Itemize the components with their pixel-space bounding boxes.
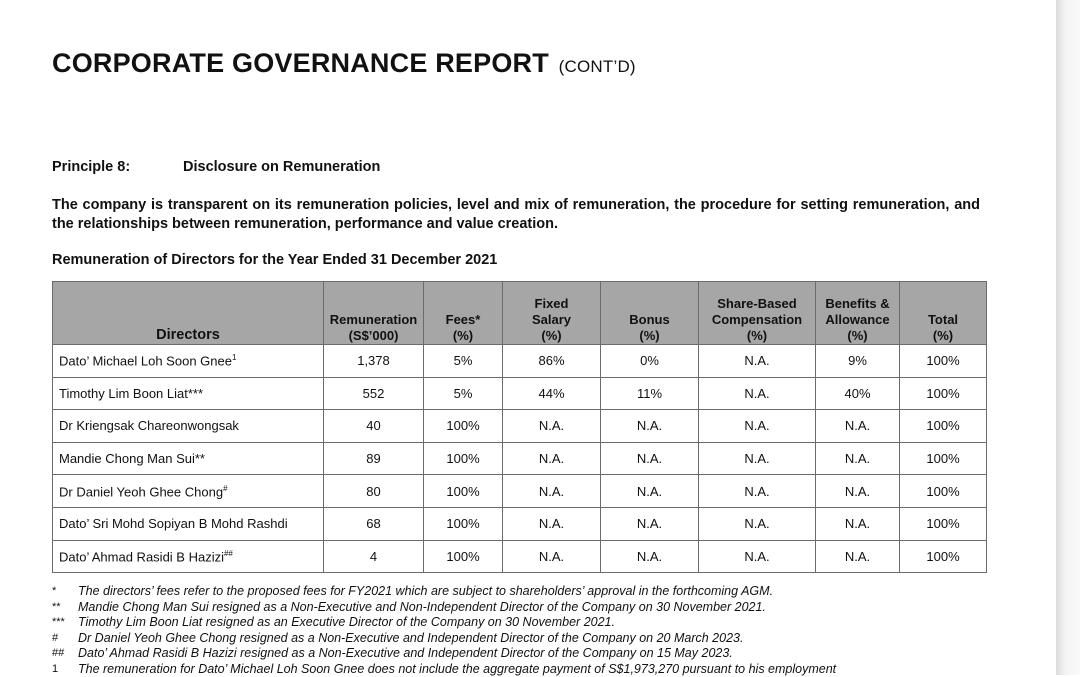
table-cell: N.A. bbox=[699, 410, 816, 443]
footnote-text: Timothy Lim Boon Liat resigned as an Executive Director of the Company on 30 November 2021. bbox=[78, 615, 615, 631]
column-header-line: (%) bbox=[503, 328, 600, 344]
table-row bbox=[53, 345, 987, 378]
page-title bbox=[52, 48, 636, 79]
column-header-line: Share-Based bbox=[699, 296, 815, 312]
column-header-line: (%) bbox=[900, 328, 986, 344]
table-cell: N.A. bbox=[816, 442, 900, 475]
column-header bbox=[601, 282, 699, 345]
column-header-line: Fixed bbox=[503, 296, 600, 312]
table-cell: N.A. bbox=[601, 442, 699, 475]
table-cell: 68 bbox=[324, 507, 424, 540]
column-header bbox=[324, 282, 424, 345]
footnote-mark: # bbox=[223, 484, 227, 493]
director-name: Dr Kriengsak Chareonwongsak bbox=[59, 418, 239, 433]
director-name: Dato’ Ahmad Rasidi B Hazizi bbox=[59, 549, 224, 564]
table-cell: 1,378 bbox=[324, 345, 424, 378]
column-header bbox=[503, 282, 601, 345]
table-cell: N.A. bbox=[503, 410, 601, 443]
footnote bbox=[52, 584, 836, 600]
column-header-line: Benefits & bbox=[816, 296, 899, 312]
table-cell: 100% bbox=[424, 475, 503, 508]
footnote-marker: 1 bbox=[52, 662, 78, 677]
table-cell: N.A. bbox=[699, 345, 816, 378]
table-cell: 9% bbox=[816, 345, 900, 378]
table-cell: N.A. bbox=[503, 442, 601, 475]
table-cell: N.A. bbox=[816, 540, 900, 573]
footnote-text: Mandie Chong Man Sui resigned as a Non-Executive and Non-Independent Director of the Company on 30 November 2021. bbox=[78, 600, 766, 616]
column-header-line: Salary bbox=[503, 312, 600, 328]
footnote-text: Dato’ Ahmad Rasidi B Hazizi resigned as a Non-Executive and Independent Director of the Company on 15 May 2023. bbox=[78, 646, 733, 662]
column-header-line: (%) bbox=[424, 328, 502, 344]
table-row bbox=[53, 475, 987, 508]
column-header-line: Remuneration bbox=[324, 312, 423, 328]
footnote-text: The directors’ fees refer to the proposed fees for FY2021 which are subject to shareholders’ approval in the forthcoming AGM. bbox=[78, 584, 773, 600]
table-cell: 100% bbox=[900, 410, 987, 443]
footnote bbox=[52, 646, 836, 662]
footnote bbox=[52, 631, 836, 647]
column-header-line: Allowance bbox=[816, 312, 899, 328]
table-cell: 100% bbox=[900, 345, 987, 378]
table-row bbox=[53, 442, 987, 475]
table-cell: 4 bbox=[324, 540, 424, 573]
column-header-line: (%) bbox=[816, 328, 899, 344]
footnote-marker: ## bbox=[52, 646, 78, 662]
column-header bbox=[424, 282, 503, 345]
table-cell: N.A. bbox=[816, 410, 900, 443]
table-cell: 40% bbox=[816, 377, 900, 410]
footnotes bbox=[52, 584, 836, 677]
table-cell: N.A. bbox=[699, 507, 816, 540]
table-body bbox=[53, 345, 987, 573]
director-name: Dato’ Michael Loh Soon Gnee bbox=[59, 353, 232, 368]
table-cell: 100% bbox=[424, 442, 503, 475]
column-header-line: (%) bbox=[699, 328, 815, 344]
table-cell: 5% bbox=[424, 377, 503, 410]
table-cell: 44% bbox=[503, 377, 601, 410]
remuneration-table bbox=[52, 281, 987, 573]
table-cell: N.A. bbox=[601, 410, 699, 443]
footnote-marker: *** bbox=[52, 615, 78, 631]
director-name-cell bbox=[53, 442, 324, 475]
footnote bbox=[52, 600, 836, 616]
director-name-cell bbox=[53, 377, 324, 410]
table-cell: N.A. bbox=[601, 507, 699, 540]
column-header-line: Compensation bbox=[699, 312, 815, 328]
director-name-cell bbox=[53, 410, 324, 443]
director-name: Timothy Lim Boon Liat*** bbox=[59, 386, 203, 401]
column-header-line: Directors bbox=[53, 326, 323, 344]
table-cell: N.A. bbox=[699, 540, 816, 573]
table-row bbox=[53, 377, 987, 410]
table-header-row bbox=[53, 282, 987, 345]
table-cell: N.A. bbox=[699, 442, 816, 475]
principle-heading bbox=[52, 159, 380, 175]
table-cell: 11% bbox=[601, 377, 699, 410]
table-cell: 100% bbox=[424, 507, 503, 540]
table-row bbox=[53, 507, 987, 540]
column-header-line: (S$’000) bbox=[324, 328, 423, 344]
table-title: Remuneration of Directors for the Year Ended 31 December 2021 bbox=[52, 252, 497, 268]
principle-label: Principle 8: bbox=[52, 159, 183, 175]
table-cell: 100% bbox=[900, 442, 987, 475]
footnote-marker: * bbox=[52, 584, 78, 600]
footnote-text: Dr Daniel Yeoh Ghee Chong resigned as a Non-Executive and Independent Director of the Company on 20 March 2023. bbox=[78, 631, 743, 647]
footnote-marker: # bbox=[52, 631, 78, 647]
footnote-text: The remuneration for Dato’ Michael Loh Soon Gnee does not include the aggregate payment of S$1,973,270 pursuant to his employment bbox=[78, 662, 836, 677]
column-header bbox=[53, 282, 324, 345]
principle-statement: The company is transparent on its remuneration policies, level and mix of remuneration, the procedure for setting remuneration, and the relationships between remuneration, performance and value creation. bbox=[52, 196, 980, 234]
director-name: Mandie Chong Man Sui** bbox=[59, 451, 205, 466]
footnote-marker: ** bbox=[52, 600, 78, 616]
principle-title: Disclosure on Remuneration bbox=[183, 159, 380, 175]
footnote bbox=[52, 615, 836, 631]
table-cell: N.A. bbox=[816, 475, 900, 508]
table-cell: 89 bbox=[324, 442, 424, 475]
director-name-cell bbox=[53, 345, 324, 378]
table-cell: N.A. bbox=[699, 475, 816, 508]
column-header-line: Fees* bbox=[424, 312, 502, 328]
column-header bbox=[699, 282, 816, 345]
table-cell: N.A. bbox=[816, 507, 900, 540]
table-cell: 552 bbox=[324, 377, 424, 410]
table-cell: 100% bbox=[900, 540, 987, 573]
column-header-line: (%) bbox=[601, 328, 698, 344]
table-cell: 5% bbox=[424, 345, 503, 378]
director-name: Dr Daniel Yeoh Ghee Chong bbox=[59, 484, 223, 499]
table-row bbox=[53, 540, 987, 573]
director-name: Dato’ Sri Mohd Sopiyan B Mohd Rashdi bbox=[59, 516, 288, 531]
title-text: CORPORATE GOVERNANCE REPORT bbox=[52, 48, 549, 78]
page-edge-shadow bbox=[1056, 0, 1080, 675]
table-cell: N.A. bbox=[601, 540, 699, 573]
table-cell: 100% bbox=[900, 475, 987, 508]
title-suffix: (CONT’D) bbox=[559, 57, 636, 76]
column-header bbox=[900, 282, 987, 345]
table-cell: 40 bbox=[324, 410, 424, 443]
table-cell: N.A. bbox=[503, 475, 601, 508]
table-cell: 100% bbox=[900, 507, 987, 540]
director-name-cell bbox=[53, 540, 324, 573]
table-row bbox=[53, 410, 987, 443]
table-cell: 86% bbox=[503, 345, 601, 378]
column-header-line: Total bbox=[900, 312, 986, 328]
director-name-cell bbox=[53, 507, 324, 540]
table-cell: 0% bbox=[601, 345, 699, 378]
table-cell: 100% bbox=[900, 377, 987, 410]
table-cell: N.A. bbox=[699, 377, 816, 410]
table-cell: 80 bbox=[324, 475, 424, 508]
director-name-cell bbox=[53, 475, 324, 508]
table-cell: N.A. bbox=[601, 475, 699, 508]
footnote-mark: 1 bbox=[232, 353, 236, 362]
column-header-line: Bonus bbox=[601, 312, 698, 328]
column-header bbox=[816, 282, 900, 345]
footnote-mark: ## bbox=[224, 549, 233, 558]
table-cell: N.A. bbox=[503, 507, 601, 540]
table-cell: 100% bbox=[424, 410, 503, 443]
table-cell: N.A. bbox=[503, 540, 601, 573]
table-cell: 100% bbox=[424, 540, 503, 573]
